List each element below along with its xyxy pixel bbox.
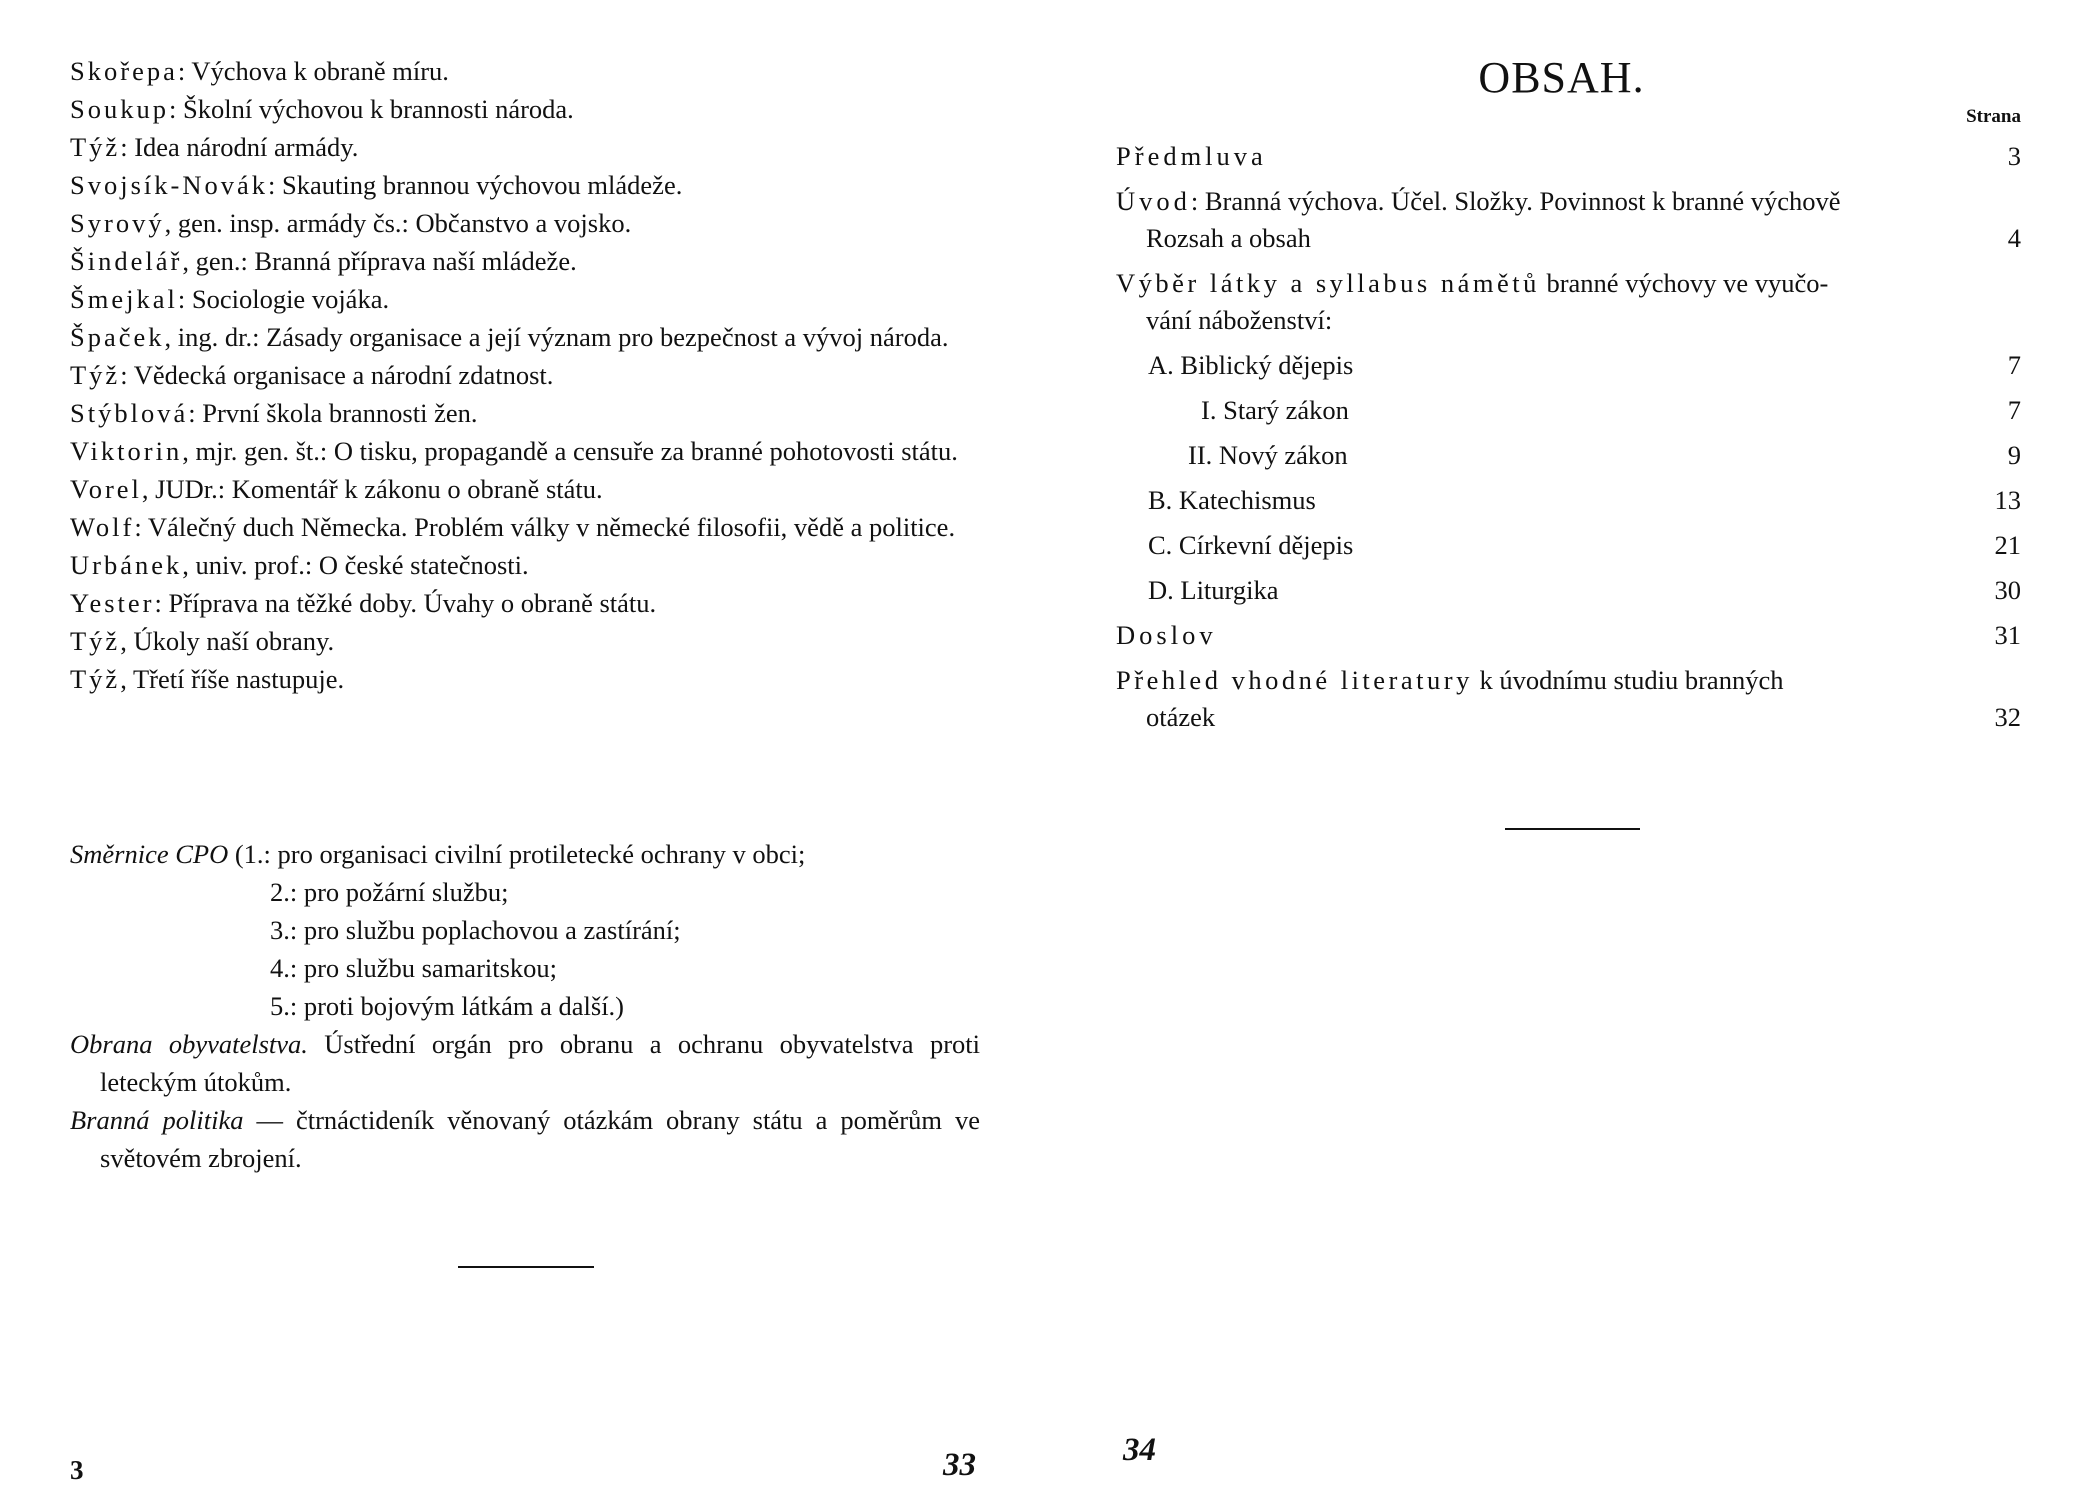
list-item: Týž: Vědecká organisace a národní zdatnost.: [70, 360, 554, 390]
list-item: Skořepa: Výchova k obraně míru.: [70, 56, 449, 86]
smernice-item: 2.: pro požární službu;: [270, 877, 509, 907]
toc-entry-c: C. Církevní dějepis 21: [1148, 530, 2021, 560]
literature-list: [70, 52, 980, 698]
page-title: OBSAH.: [1478, 53, 1645, 102]
smernice-cpo-entry: Směrnice CPO (1.: pro organisaci civilní protiletecké ochrany v obci;: [70, 839, 806, 869]
page-number-left: 33: [943, 1447, 976, 1483]
list-item: Týž: Idea národní armády.: [70, 132, 359, 162]
smernice-item: 4.: pro službu samaritskou;: [270, 953, 558, 983]
list-item: Soukup: Školní výchovou k brannosti národa.: [70, 94, 574, 124]
toc-entry-a2: II. Nový zákon 9: [1188, 440, 2021, 470]
toc-entry-a: A. Biblický dějepis 7: [1148, 350, 2021, 380]
toc-entry-predmluva: Předmluva 3: [1116, 141, 2021, 171]
list-item: Týž, Třetí říše nastupuje.: [70, 664, 345, 694]
toc-entry-uvod-line2: Rozsah a obsah 4: [1146, 223, 2021, 253]
list-item: Špaček, ing. dr.: Zásady organisace a její význam pro bezpečnost a vývoj národa.: [70, 322, 949, 352]
end-rule: [1505, 828, 1640, 830]
toc-entry-prehled-line2: otázek 32: [1146, 702, 2021, 732]
right-page: [1041, 0, 2082, 1500]
toc-entry-vyber: Výběr látky a syllabus námětů branné výchovy ve vyučo-: [1116, 268, 1829, 298]
list-item: Syrový, gen. insp. armády čs.: Občanstvo a vojsko.: [70, 208, 632, 238]
smernice-item: 3.: pro službu poplachovou a zastírání;: [270, 915, 681, 945]
strana-column-header: Strana: [1966, 106, 2021, 127]
branna-politika-entry: Branná politika — čtrnáctideník věnovaný otázkám obrany státu a poměrům ve světovém zbrojení.: [70, 1105, 980, 1173]
smernice-item: 5.: proti bojovým látkám a další.): [270, 991, 625, 1021]
table-of-contents: [1116, 138, 2021, 736]
toc-entry-a1: I. Starý zákon 7: [1201, 395, 2021, 425]
list-item: Wolf: Válečný duch Německa. Problém války v německé filosofii, vědě a politice.: [70, 512, 956, 542]
list-item: Urbánek, univ. prof.: O české statečnosti.: [70, 550, 529, 580]
list-item: Svojsík-Novák: Skauting brannou výchovou mládeže.: [70, 170, 683, 200]
signature-mark: 3: [70, 1455, 84, 1485]
end-rule: [458, 1266, 594, 1268]
list-item: Vorel, JUDr.: Komentář k zákonu o obraně státu.: [70, 474, 603, 504]
list-item: Šmejkal: Sociologie vojáka.: [70, 284, 390, 314]
obrana-entry: Obrana obyvatelstva. Ústřední orgán pro obranu a ochranu obyvatelstva proti leteckým útokům.: [70, 1029, 980, 1097]
list-item: Yester: Příprava na těžké doby. Úvahy o obraně státu.: [70, 588, 657, 618]
list-item: Týž, Úkoly naší obrany.: [70, 626, 335, 656]
page-number-right: 34: [1123, 1432, 1156, 1468]
list-item: Šindelář, gen.: Branná příprava naší mládeže.: [70, 246, 577, 276]
periodicals-block: [70, 835, 980, 1177]
toc-entry-uvod: Úvod: Branná výchova. Účel. Složky. Povinnost k branné výchově: [1116, 186, 1841, 216]
toc-entry-d: D. Liturgika 30: [1148, 575, 2021, 605]
toc-entry-vyber-line2: vání náboženství:: [1146, 305, 1333, 335]
toc-entry-prehled: Přehled vhodné literatury k úvodnímu studiu branných: [1116, 665, 1784, 695]
list-item: Stýblová: První škola brannosti žen.: [70, 398, 478, 428]
toc-entry-doslov: Doslov 31: [1116, 620, 2021, 650]
toc-entry-b: B. Katechismus 13: [1148, 485, 2021, 515]
list-item: Viktorin, mjr. gen. št.: O tisku, propagandě a censuře za branné pohotovosti státu.: [70, 436, 958, 466]
